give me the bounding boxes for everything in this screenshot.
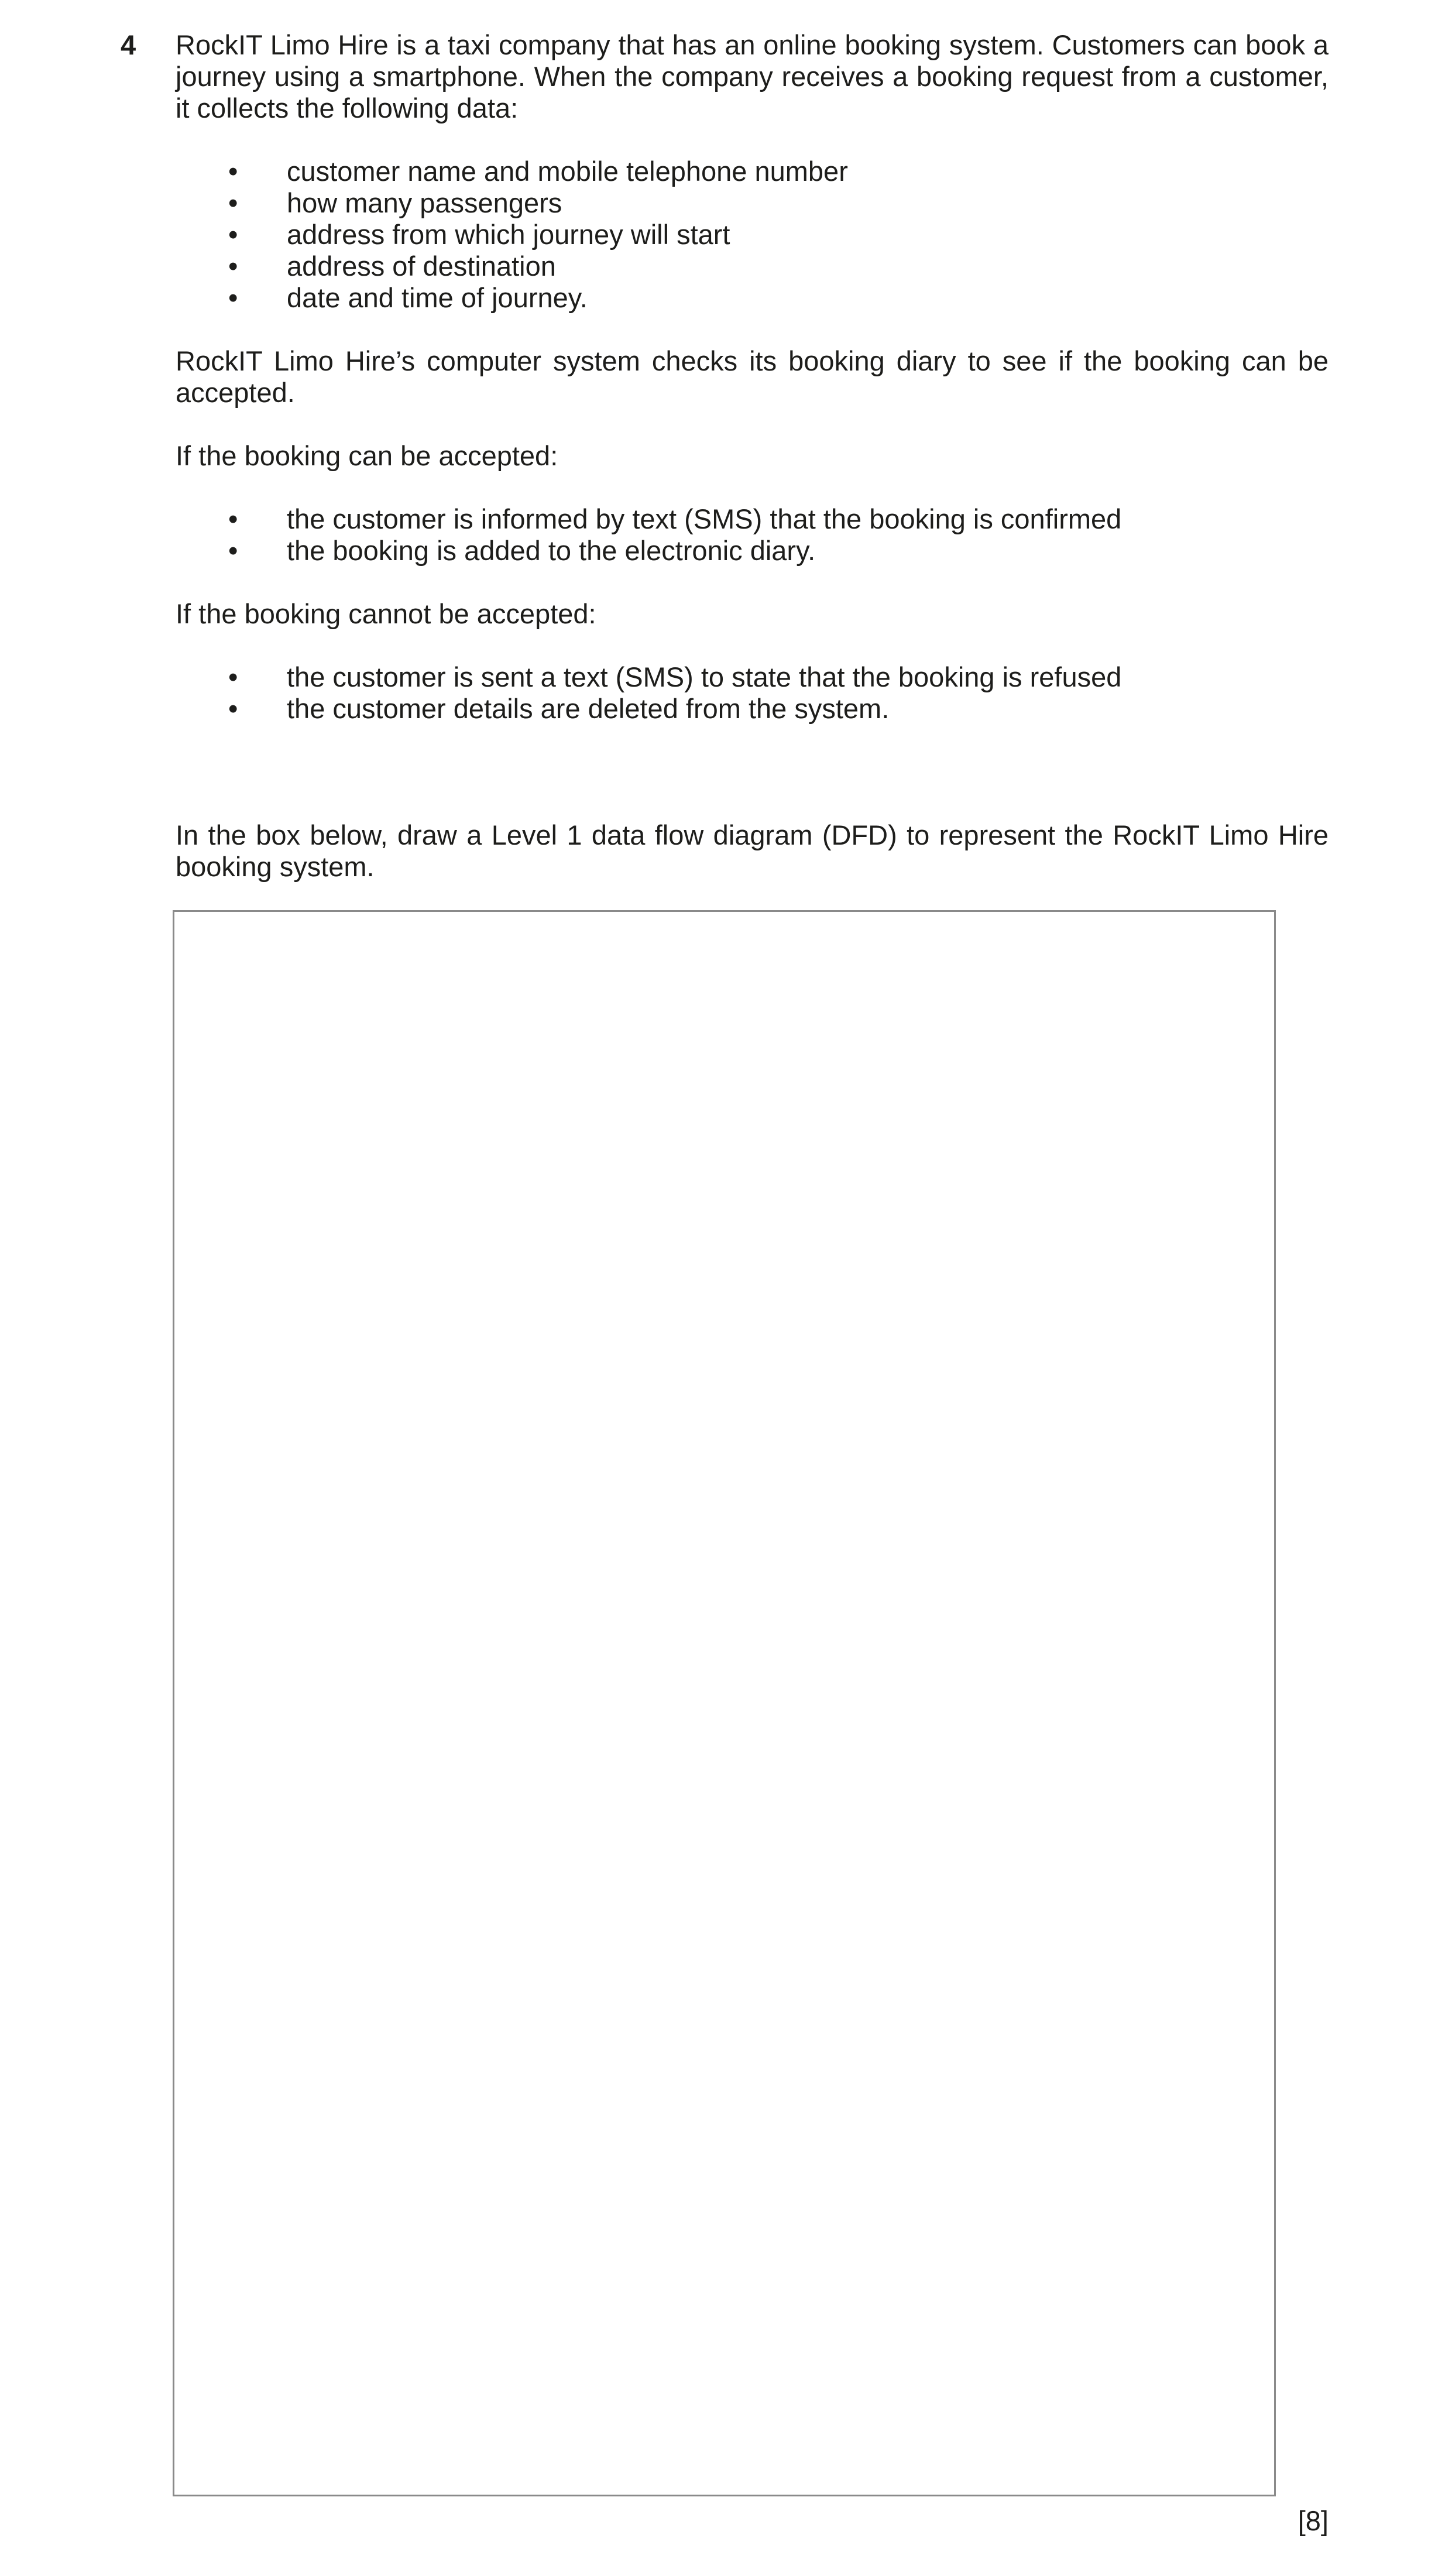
- data-items-list: [176, 156, 1329, 314]
- list-item: • the booking is added to the electronic diary.: [228, 535, 816, 566]
- question-number: 4: [121, 29, 136, 60]
- bullet: •: [228, 187, 238, 218]
- list-item: • the customer is sent a text (SMS) to state that the booking is refused: [228, 661, 1122, 692]
- bullet: •: [228, 693, 238, 724]
- accepted-heading: If the booking can be accepted:: [176, 440, 558, 471]
- refused-heading: If the booking cannot be accepted:: [176, 598, 596, 629]
- question-body: [176, 29, 1329, 883]
- bullet: •: [228, 251, 238, 282]
- check-paragraph: RockIT Limo Hire’s computer system checks its booking diary to see if the booking can be accepted.: [176, 345, 1329, 408]
- list-item: • address of destination: [228, 251, 556, 282]
- marks-label: [8]: [1297, 2505, 1329, 2536]
- list-item: • how many passengers: [228, 187, 562, 218]
- instruction-paragraph: In the box below, draw a Level 1 data flow diagram (DFD) to represent the RockIT Limo Hire booking system.: [176, 819, 1329, 882]
- list-item: • date and time of journey.: [228, 282, 588, 313]
- bullet: •: [228, 219, 238, 250]
- answer-box[interactable]: [173, 910, 1276, 2496]
- list-item: • the customer details are deleted from the system.: [228, 693, 890, 724]
- accepted-list: [176, 503, 1329, 567]
- bullet: •: [228, 282, 238, 313]
- list-item: • address from which journey will start: [228, 219, 730, 250]
- intro-paragraph: RockIT Limo Hire is a taxi company that has an online booking system. Customers can book a journey using a smartphone. When the company receives a booking request from a customer, it collects the following data:: [176, 29, 1329, 124]
- bullet: •: [228, 503, 238, 534]
- bullet: •: [228, 661, 238, 692]
- list-item: • customer name and mobile telephone number: [228, 156, 848, 187]
- refused-list: [176, 661, 1329, 725]
- bullet: •: [228, 156, 238, 187]
- list-item: • the customer is informed by text (SMS) that the booking is confirmed: [228, 503, 1122, 534]
- bullet: •: [228, 535, 238, 566]
